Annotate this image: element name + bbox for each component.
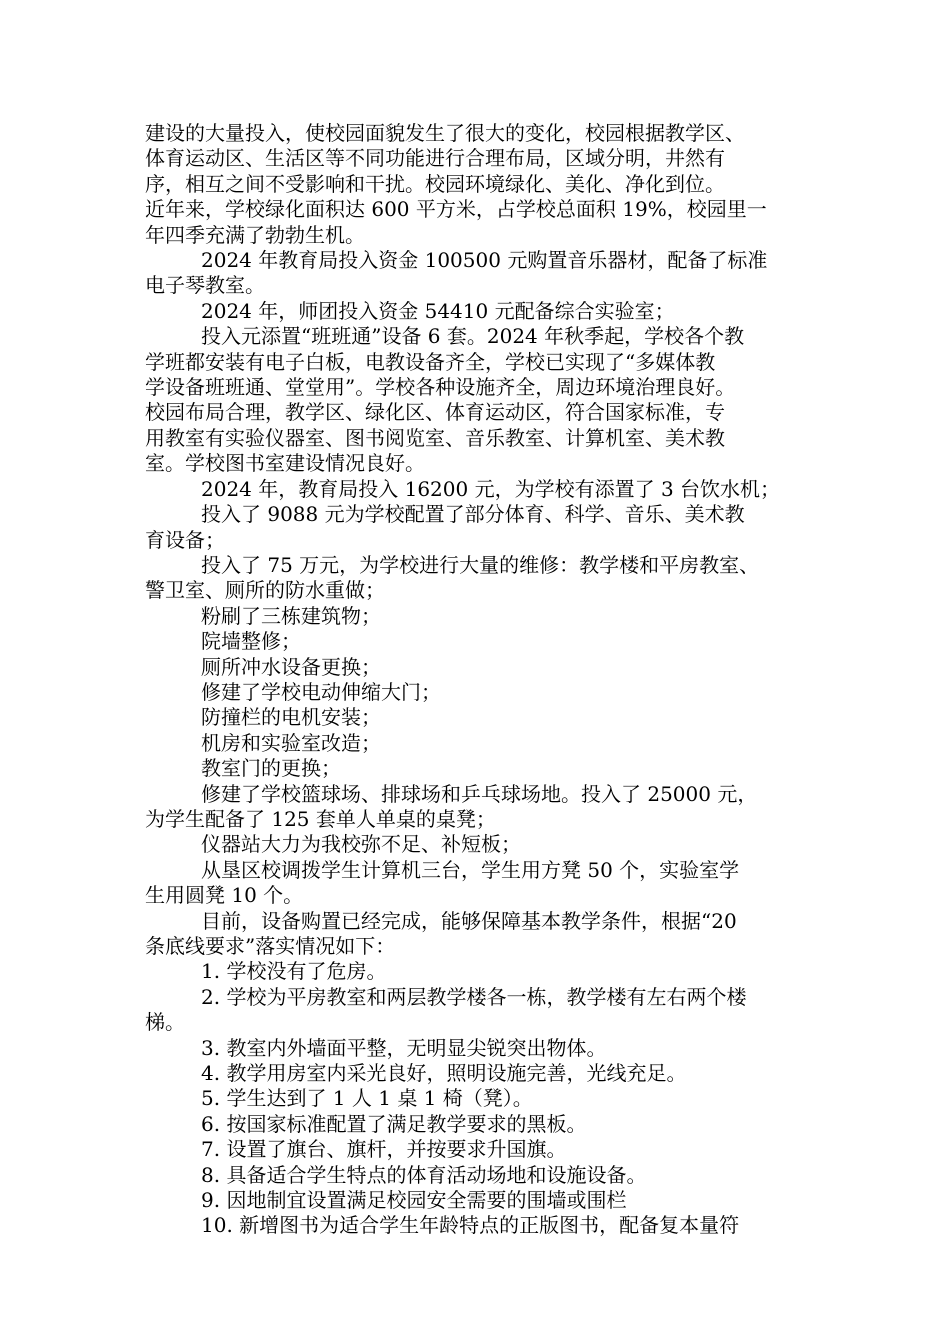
- text-line: 防撞栏的电机安装；: [201, 705, 381, 730]
- text-line: 警卫室、厕所的防水重做；: [145, 578, 385, 603]
- text-line: 修建了学校电动伸缩大门；: [201, 679, 441, 704]
- text-line: 校园布局合理，教学区、绿化区、体育运动区，符合国家标准，专: [145, 400, 725, 425]
- text-line: 5. 学生达到了 1 人 1 桌 1 椅（凳）。: [201, 1086, 533, 1111]
- text-line: 近年来，学校绿化面积达 600 平方米，占学校总面积 19%，校园里一: [145, 197, 767, 222]
- text-line: 6. 按国家标准配置了满足教学要求的黑板。: [201, 1111, 587, 1136]
- text-line: 目前，设备购置已经完成，能够保障基本教学条件，根据“20: [201, 908, 737, 933]
- text-line: 7. 设置了旗台、旗杆，并按要求升国旗。: [201, 1137, 567, 1162]
- text-line: 序，相互之间不受影响和干扰。校园环境绿化、美化、净化到位。: [145, 171, 725, 196]
- text-line: 育设备；: [145, 527, 225, 552]
- text-line: 建设的大量投入，使校园面貌发生了很大的变化，校园根据教学区、: [145, 121, 745, 145]
- text-line: 4. 教学用房室内采光良好，照明设施完善，光线充足。: [201, 1061, 687, 1086]
- text-line: 教室门的更换；: [201, 756, 341, 781]
- text-line: 投入了 9088 元为学校配置了部分体育、科学、音乐、美术教: [201, 502, 745, 527]
- document-body: [145, 121, 815, 1239]
- text-line: 学设备班班通、堂堂用”。学校各种设施齐全，周边环境治理良好。: [145, 375, 736, 400]
- text-line: 2. 学校为平房教室和两层教学楼各一栋，教学楼有左右两个楼: [201, 984, 747, 1009]
- text-line: 用教室有实验仪器室、图书阅览室、音乐教室、计算机室、美术教: [145, 425, 725, 450]
- text-line: 从垦区校调拨学生计算机三台，学生用方凳 50 个，实验室学: [201, 857, 740, 882]
- text-line: 1. 学校没有了危房。: [201, 959, 387, 984]
- text-line: 学班都安装有电子白板，电教设备齐全，学校已实现了“多媒体教: [145, 349, 716, 374]
- text-line: 粉刷了三栋建筑物；: [201, 603, 381, 628]
- text-line: 机房和实验室改造；: [201, 730, 381, 755]
- text-line: 8. 具备适合学生特点的体育活动场地和设施设备。: [201, 1162, 647, 1187]
- text-line: 体育运动区、生活区等不同功能进行合理布局，区域分明，井然有: [145, 146, 725, 171]
- text-line: 条底线要求”落实情况如下：: [145, 934, 396, 958]
- text-line: 修建了学校篮球场、排球场和乒乓球场地。投入了 25000 元，: [201, 781, 758, 806]
- text-line: 厕所冲水设备更换；: [201, 654, 381, 679]
- text-line: 室。学校图书室建设情况良好。: [145, 451, 425, 476]
- text-line: 3. 教室内外墙面平整，无明显尖锐突出物体。: [201, 1035, 607, 1060]
- text-line: 投入元添置“班班通”设备 6 套。2024 年秋季起，学校各个教: [201, 324, 745, 349]
- text-line: 为学生配备了 125 套单人单桌的桌凳；: [145, 806, 496, 831]
- text-line: 2024 年，教育局投入 16200 元，为学校有添置了 3 台饮水机；: [201, 476, 781, 501]
- text-line: 9. 因地制宜设置满足校园安全需要的围墙或围栏: [201, 1188, 627, 1213]
- text-line: 2024 年，师团投入资金 54410 元配备综合实验室；: [201, 298, 675, 323]
- text-line: 院墙整修；: [201, 629, 301, 654]
- text-line: 2024 年教育局投入资金 100500 元购置音乐器材，配备了标准: [201, 248, 768, 273]
- text-line: 10. 新增图书为适合学生年龄特点的正版图书，配备复本量符: [201, 1213, 740, 1238]
- text-line: 梯。: [145, 1010, 185, 1035]
- text-line: 生用圆凳 10 个。: [145, 883, 304, 908]
- text-line: 电子琴教室。: [145, 273, 265, 298]
- text-line: 投入了 75 万元，为学校进行大量的维修：教学楼和平房教室、: [201, 552, 760, 577]
- text-line: 仪器站大力为我校弥不足、补短板；: [201, 832, 521, 857]
- text-line: 年四季充满了勃勃生机。: [145, 222, 365, 247]
